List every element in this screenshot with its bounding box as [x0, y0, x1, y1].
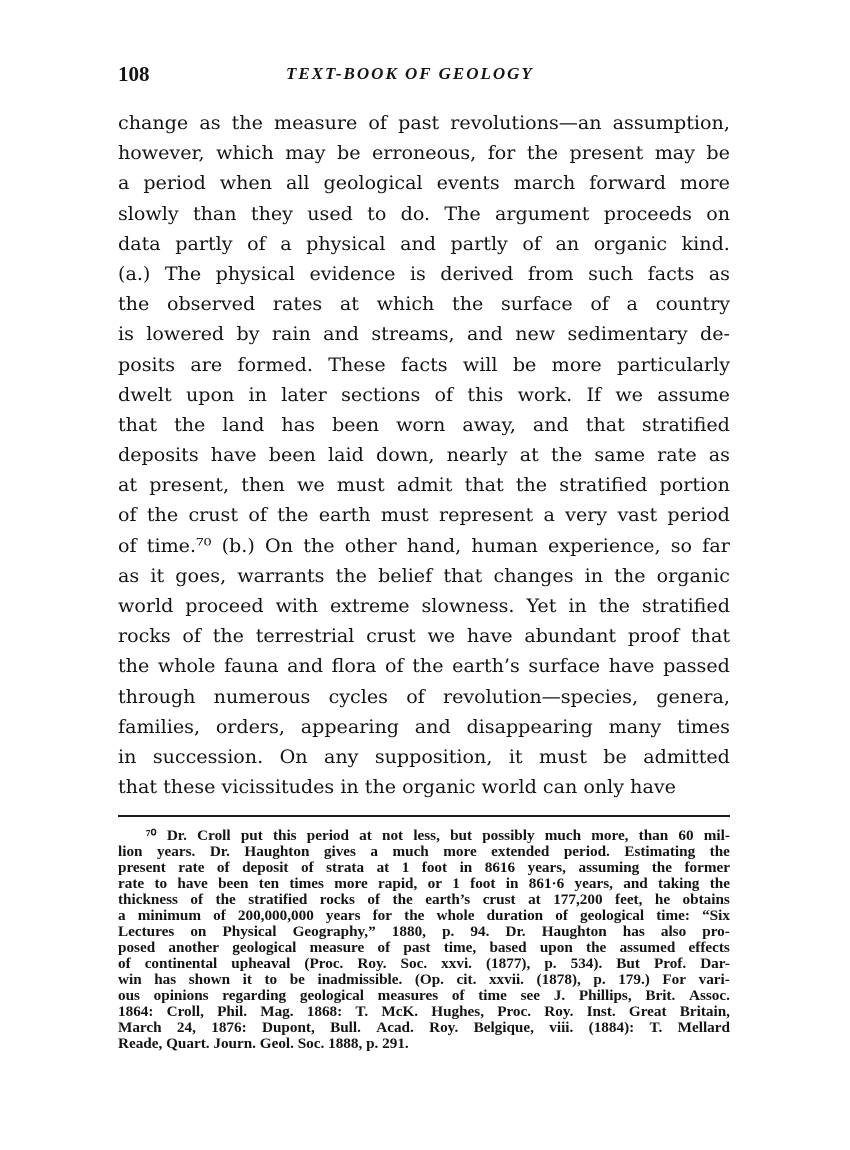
- body-line: is lowered by rain and streams, and new sedimentary de-: [118, 322, 730, 346]
- body-line: the observed rates at which the surface of a country: [118, 292, 730, 316]
- running-title: TEXT-BOOK OF GEOLOGY: [286, 64, 534, 83]
- body-line: the whole fauna and flora of the earth’s surface have passed: [118, 654, 730, 678]
- footnote-line: of continental upheaval (Proc. Roy. Soc. xxvi. (1877), p. 534). But Prof. Dar-: [118, 955, 730, 972]
- footnote-line: March 24, 1876: Dupont, Bull. Acad. Roy. Belgique, viii. (1884): T. Mellard: [118, 1019, 730, 1036]
- body-line: that the land has been worn away, and that stratified: [118, 412, 730, 436]
- body-line: dwelt upon in later sections of this work. If we assume: [118, 382, 730, 406]
- body-line: through numerous cycles of revolution—species, genera,: [118, 684, 730, 708]
- footnote-rule: [118, 815, 730, 817]
- body-line: that these vicissitudes in the organic world can only have: [118, 775, 676, 799]
- body-line: world proceed with extreme slowness. Yet in the stratified: [118, 594, 730, 617]
- footnote-line: Reade, Quart. Journ. Geol. Soc. 1888, p. 291.: [118, 1035, 409, 1052]
- footnote-line: win has shown it to be inadmissible. (Op. cit. xxvii. (1878), p. 179.) For vari-: [118, 971, 730, 988]
- footnote-line: lion years. Dr. Haughton gives a much more extended period. Estimating the: [118, 843, 730, 860]
- body-line: however, which may be erroneous, for the present may be: [118, 141, 730, 165]
- body-line: slowly than they used to do. The argument proceeds on: [118, 201, 730, 225]
- body-line: rocks of the terrestrial crust we have abundant proof that: [118, 624, 730, 648]
- footnote-line: a minimum of 200,000,000 years for the whole duration of geological time: “Six: [118, 907, 730, 924]
- running-head: [118, 62, 730, 90]
- footnote-line: rate to have been ten times more rapid, or 1 foot in 861·6 years, and taking the: [118, 875, 730, 892]
- body-line: a period when all geological events march forward more: [118, 171, 730, 195]
- body-line: as it goes, warrants the belief that changes in the organic: [118, 563, 730, 587]
- footnote-line: present rate of deposit of strata at 1 foot in 8616 years, assuming the former: [118, 859, 730, 876]
- body-line: (a.) The physical evidence is derived from such facts as: [118, 261, 730, 285]
- footnote-line: ous opinions regarding geological measures of time see J. Phillips, Brit. Assoc.: [118, 987, 730, 1004]
- footnote: [118, 828, 730, 1052]
- body-line: posits are formed. These facts will be more particularly: [118, 352, 730, 376]
- page-number: 108: [118, 62, 150, 86]
- footnote-line: 1864: Croll, Phil. Mag. 1868: T. McK. Hughes, Proc. Roy. Inst. Great Britain,: [118, 1003, 730, 1020]
- footnote-line: ⁷⁰ Dr. Croll put this period at not less, but possibly much more, than 60 mil-: [146, 827, 730, 844]
- footnote-line: thickness of the stratified rocks of the earth’s crust at 177,200 feet, he obtains: [118, 891, 730, 908]
- body-line: families, orders, appearing and disappearing many times: [118, 714, 730, 738]
- body-line: deposits have been laid down, nearly at the same rate as: [118, 443, 730, 467]
- body-line: of time.⁷⁰ (b.) On the other hand, human experience, so far: [118, 533, 730, 557]
- footnote-line: Lectures on Physical Geography,” 1880, p. 94. Dr. Haughton has also pro-: [118, 923, 730, 940]
- body-line: in succession. On any supposition, it must be admitted: [118, 744, 730, 768]
- body-line: of the crust of the earth must represent a very vast period: [118, 503, 730, 527]
- body-line: at present, then we must admit that the stratified portion: [118, 473, 730, 497]
- body-text: [118, 108, 730, 802]
- body-line: change as the measure of past revolutions—an assumption,: [118, 111, 730, 134]
- body-line: data partly of a physical and partly of an organic kind.: [118, 231, 730, 255]
- footnote-line: posed another geological measure of past time, based upon the assumed effects: [118, 939, 730, 956]
